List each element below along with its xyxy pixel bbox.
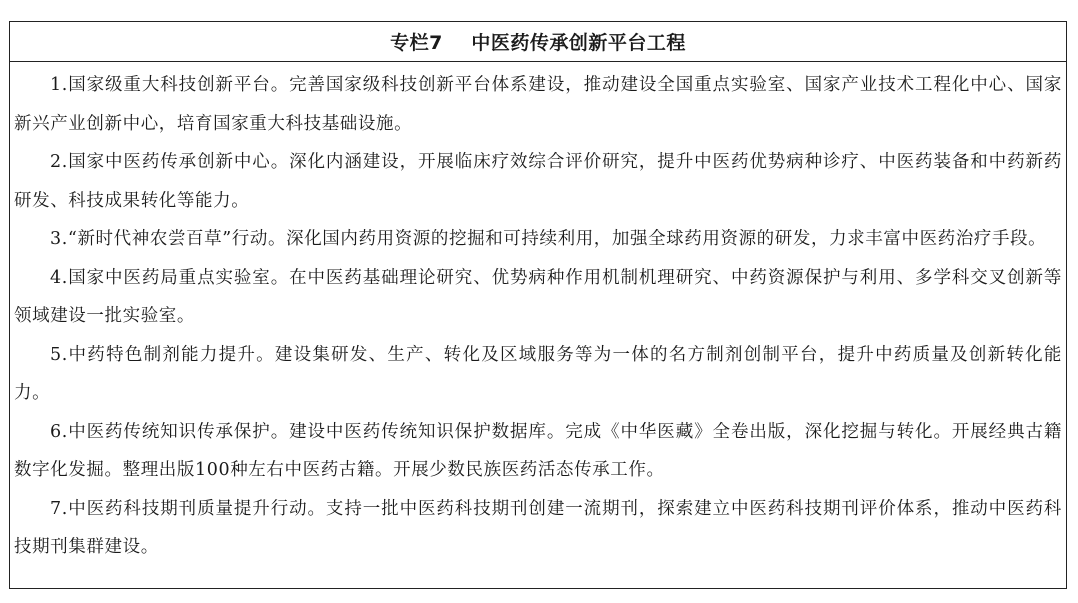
column-title: 专栏7 中医药传承创新平台工程 <box>390 32 686 54</box>
item-1: 1.国家级重大科技创新平台。完善国家级科技创新平台体系建设，推动建设全国重点实验室、国家产业技术工程化中心、国家新兴产业创新中心，培育国家重大科技基础设施。 <box>14 75 1062 134</box>
column-body <box>10 62 1066 567</box>
item-4: 4.国家中医药局重点实验室。在中医药基础理论研究、优势病种作用机制机理研究、中药资源保护与利用、多学科交叉创新等领域建设一批实验室。 <box>14 267 1062 326</box>
column-box <box>9 21 1067 589</box>
item-2: 2.国家中医药传承创新中心。深化内涵建设，开展临床疗效综合评价研究，提升中医药优势病种诊疗、中医药装备和中药新药研发、科技成果转化等能力。 <box>14 152 1062 211</box>
item-5: 5.中药特色制剂能力提升。建设集研发、生产、转化及区域服务等为一体的名方制剂创制平台，提升中药质量及创新转化能力。 <box>14 344 1062 403</box>
item-6: 6.中医药传统知识传承保护。建设中医药传统知识保护数据库。完成《中华医藏》全卷出版，深化挖掘与转化。开展经典古籍数字化发掘。整理出版100种左右中医药古籍。开展少数民族医药活态传承工作。 <box>14 421 1062 480</box>
column-header <box>10 22 1066 62</box>
item-3: 3.“新时代神农尝百草”行动。深化国内药用资源的挖掘和可持续利用，加强全球药用资源的研发，力求丰富中医药治疗手段。 <box>50 229 1047 249</box>
item-7: 7.中医药科技期刊质量提升行动。支持一批中医药科技期刊创建一流期刊，探索建立中医药科技期刊评价体系，推动中医药科技期刊集群建设。 <box>14 498 1062 557</box>
